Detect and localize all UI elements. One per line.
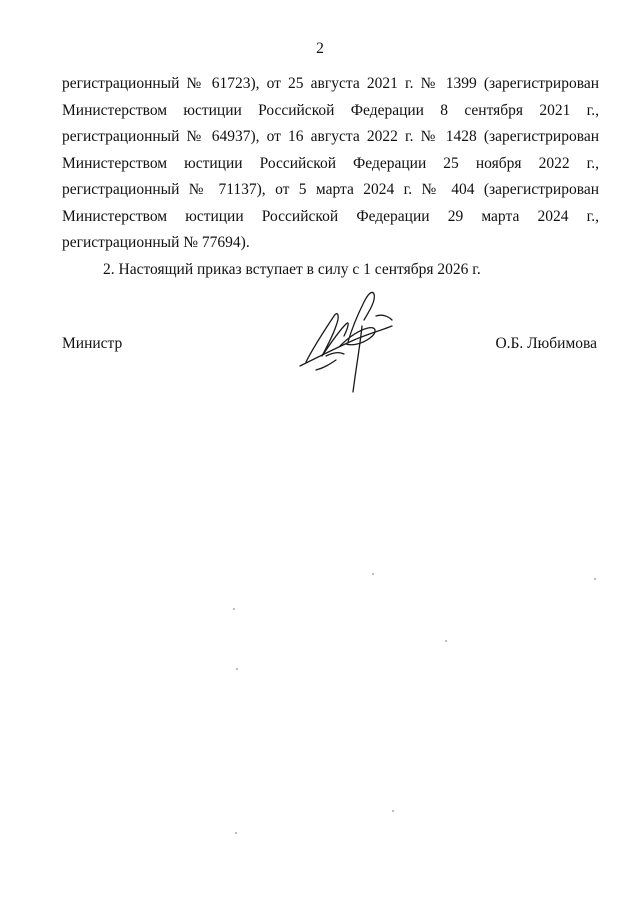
signatory-name: О.Б. Любимова xyxy=(495,335,597,352)
paragraph-line: регистрационный № 64937), от 16 августа 2022 г. № 1428 (зарегистрирован xyxy=(62,128,599,145)
signatory-title: Министр xyxy=(62,335,123,352)
scan-speck xyxy=(233,608,235,610)
handwritten-signature xyxy=(296,286,401,398)
paragraph-line: регистрационный № 61723), от 25 августа 2021 г. № 1399 (зарегистрирован xyxy=(62,75,599,92)
paragraph-line: Министерством юстиции Российской Федерации 29 марта 2024 г., xyxy=(62,207,599,225)
paragraph-1 xyxy=(62,71,599,257)
scan-speck xyxy=(372,573,374,575)
page-number: 2 xyxy=(316,40,324,57)
paragraph-line: Министерством юстиции Российской Федерации 8 сентября 2021 г., xyxy=(62,101,599,119)
paragraph-line: регистрационный № 77694). xyxy=(62,234,250,251)
scan-speck xyxy=(235,832,237,834)
paragraph-line: Министерством юстиции Российской Федерации 25 ноября 2022 г., xyxy=(62,154,599,172)
scan-speck xyxy=(392,810,394,812)
paragraph-2: 2. Настоящий приказ вступает в силу с 1 сентября 2026 г. xyxy=(103,261,481,278)
scan-speck xyxy=(445,640,447,642)
paragraph-line: регистрационный № 71137), от 5 марта 2024 г. № 404 (зарегистрирован xyxy=(62,181,599,198)
scan-speck xyxy=(594,578,596,580)
scan-speck xyxy=(236,668,238,670)
